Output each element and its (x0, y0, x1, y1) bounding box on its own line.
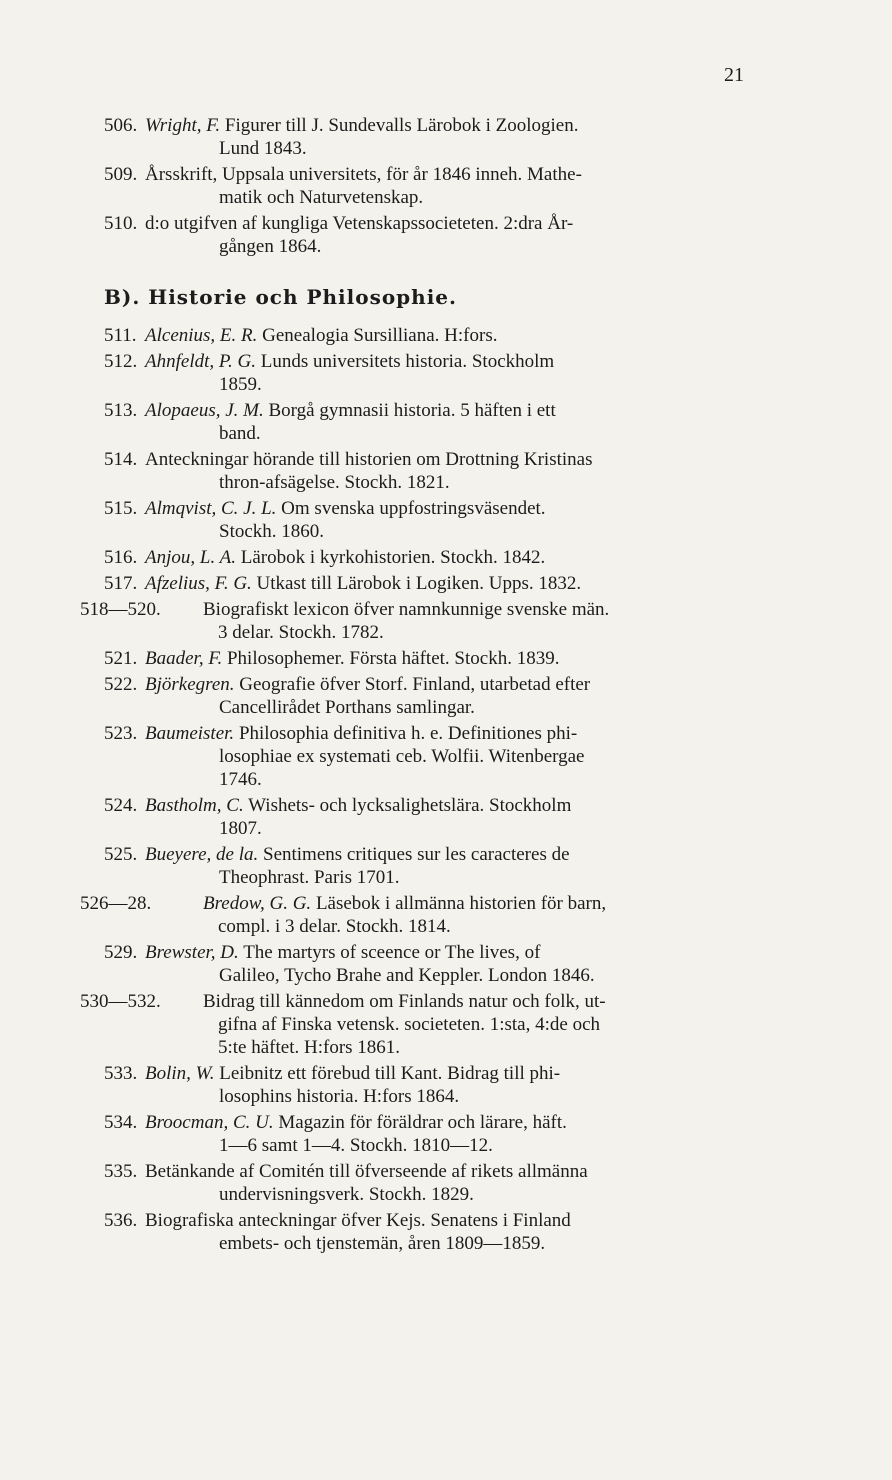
entry-continuation: gifna af Finska vetensk. societeten. 1:sta, 4:de och (218, 1014, 601, 1035)
entry-first-line (145, 448, 765, 471)
entry-continuation: 1859. (219, 374, 262, 395)
catalogue-entry (0, 1062, 892, 1108)
entry-body (145, 114, 765, 160)
entry-first-line (145, 350, 765, 373)
catalogue-list (0, 114, 892, 1258)
entry-number: 536. (104, 1210, 138, 1231)
page-number: 21 (724, 64, 744, 86)
entry-first-line (145, 324, 765, 347)
entry-author: Ahnfeldt, P. G. (145, 351, 257, 372)
entry-body (145, 1111, 765, 1157)
entry-first-line (145, 114, 765, 137)
entry-number: 534. (104, 1112, 138, 1133)
entry-author: Brewster, D. (145, 942, 239, 963)
entry-continuation: losophins historia. H:fors 1864. (219, 1086, 460, 1107)
catalogue-entry (0, 941, 892, 987)
entry-author: Almqvist, C. J. L. (145, 498, 277, 519)
entry-continuation: 1746. (219, 769, 262, 790)
catalogue-entry (0, 794, 892, 840)
entry-continuation: Theophrast. Paris 1701. (219, 867, 400, 888)
catalogue-entry (0, 350, 892, 396)
entry-first-line (203, 892, 765, 915)
catalogue-entry (0, 212, 892, 258)
entry-title: Bidrag till kännedom om Finlands natur och folk, ut- (203, 991, 606, 1012)
catalogue-entry (0, 990, 892, 1059)
catalogue-entry (0, 1160, 892, 1206)
entry-continuation: compl. i 3 delar. Stockh. 1814. (218, 916, 451, 937)
section-heading: B). Historie och Philosophie. (104, 285, 457, 309)
catalogue-entry (0, 722, 892, 791)
entry-title: Magazin för föräldrar och lärare, häft. (278, 1112, 567, 1133)
entry-number: 510. (104, 213, 138, 234)
entry-continuation: thron-afsägelse. Stockh. 1821. (219, 472, 450, 493)
catalogue-entry (0, 324, 892, 347)
catalogue-entry (0, 1111, 892, 1157)
entry-title: Utkast till Lärobok i Logiken. Upps. 1832. (256, 573, 582, 594)
entry-continuation: 3 delar. Stockh. 1782. (218, 622, 384, 643)
entry-number: 533. (104, 1063, 138, 1084)
entry-author: Afzelius, F. G. (145, 573, 252, 594)
entry-body (145, 497, 765, 543)
entry-number: 529. (104, 942, 138, 963)
entry-first-line (145, 1209, 765, 1232)
entry-first-line (145, 572, 765, 595)
entry-body (145, 448, 765, 494)
entry-number: 515. (104, 498, 138, 519)
catalogue-entry (0, 1209, 892, 1255)
entry-first-line (145, 497, 765, 520)
entry-number: 525. (104, 844, 138, 865)
entry-continuation: embets- och tjenstemän, åren 1809—1859. (219, 1233, 546, 1254)
entry-author: Wright, F. (145, 115, 221, 136)
entry-number: 524. (104, 795, 138, 816)
catalogue-section-b (0, 324, 892, 1255)
entry-number: 521. (104, 648, 138, 669)
entry-first-line (145, 1111, 765, 1134)
entry-body (145, 163, 765, 209)
entry-first-line (145, 673, 765, 696)
entry-first-line (145, 794, 765, 817)
entry-title: Borgå gymnasii historia. 5 häften i ett (268, 400, 556, 421)
entry-body (145, 546, 765, 569)
entry-body (145, 794, 765, 840)
entry-continuation: 1—6 samt 1—4. Stockh. 1810—12. (219, 1135, 493, 1156)
entry-number: 516. (104, 547, 138, 568)
entry-continuation: Stockh. 1860. (219, 521, 325, 542)
entry-number: 513. (104, 400, 138, 421)
entry-title: Biografiska anteckningar öfver Kejs. Senatens i Finland (145, 1210, 571, 1231)
catalogue-entry (0, 572, 892, 595)
entry-body (145, 1062, 765, 1108)
entry-number: 518—520. (80, 599, 161, 620)
entry-body (145, 722, 765, 791)
entry-title: Biografiskt lexicon öfver namnkunnige svenske män. (203, 599, 610, 620)
entry-title: Läsebok i allmänna historien för barn, (315, 893, 607, 914)
entry-continuation: undervisningsverk. Stockh. 1829. (219, 1184, 474, 1205)
entry-continuation: Galileo, Tycho Brahe and Keppler. London 1846. (219, 965, 595, 986)
entry-body (145, 673, 765, 719)
entry-author: Baumeister. (145, 723, 235, 744)
entry-title: Philosophia definitiva h. e. Definitiones phi- (238, 723, 578, 744)
catalogue-entry (0, 647, 892, 670)
entry-title: Lärobok i kyrkohistorien. Stockh. 1842. (240, 547, 546, 568)
entry-body (145, 350, 765, 396)
entry-continuation: losophiae ex systemati ceb. Wolfii. Witenbergae (219, 746, 585, 767)
entry-first-line (145, 647, 765, 670)
entry-title: Geografie öfver Storf. Finland, utarbetad efter (239, 674, 591, 695)
entry-title: Sentimens critiques sur les caracteres de (263, 844, 570, 865)
entry-title: The martyrs of sceence or The lives, of (243, 942, 541, 963)
entry-author: Bastholm, C. (145, 795, 244, 816)
entry-number: 526—28. (80, 893, 152, 914)
entry-body (145, 941, 765, 987)
entry-body (145, 1209, 765, 1255)
entry-first-line (145, 843, 765, 866)
entry-first-line (145, 546, 765, 569)
entry-body (145, 212, 765, 258)
entry-number: 523. (104, 723, 138, 744)
entry-author: Bolin, W. (145, 1063, 215, 1084)
entry-first-line (145, 212, 765, 235)
entry-first-line (145, 722, 765, 745)
entry-continuation: gången 1864. (219, 236, 322, 257)
entry-body (145, 1160, 765, 1206)
entry-author: Alcenius, E. R. (145, 325, 258, 346)
entry-title: Lunds universitets historia. Stockholm (260, 351, 555, 372)
catalogue-entry (0, 163, 892, 209)
entry-continuation: Cancellirådet Porthans samlingar. (219, 697, 475, 718)
entry-author: Anjou, L. A. (145, 547, 236, 568)
entry-number: 522. (104, 674, 138, 695)
entry-author: Bredow, G. G. (203, 893, 312, 914)
entry-title: Leibnitz ett förebud till Kant. Bidrag till phi- (219, 1063, 561, 1084)
entry-title: Philosophemer. Första häftet. Stockh. 1839. (226, 648, 560, 669)
entry-number: 512. (104, 351, 138, 372)
entry-author: Björkegren. (145, 674, 235, 695)
entry-first-line (203, 990, 765, 1013)
entry-title: Wishets- och lycksalighetslära. Stockholm (248, 795, 572, 816)
catalogue-entry (0, 598, 892, 644)
entry-first-line (145, 163, 765, 186)
entry-continuation: 5:te häftet. H:fors 1861. (218, 1037, 401, 1058)
entry-title: Årsskrift, Uppsala universitets, för år 1846 inneh. Mathe- (145, 164, 582, 185)
entry-number: 514. (104, 449, 138, 470)
entry-title: Om svenska uppfostringsväsendet. (281, 498, 546, 519)
entry-number: 530—532. (80, 991, 161, 1012)
entry-number: 517. (104, 573, 138, 594)
catalogue-entry (0, 892, 892, 938)
entry-first-line (203, 598, 765, 621)
entry-author: Broocman, C. U. (145, 1112, 274, 1133)
catalogue-entry (0, 546, 892, 569)
catalogue-entry (0, 673, 892, 719)
entry-body (203, 598, 765, 644)
catalogue-entry (0, 497, 892, 543)
entry-title: Anteckningar hörande till historien om Drottning Kristinas (145, 449, 593, 470)
entry-title: Genealogia Sursilliana. H:fors. (262, 325, 498, 346)
catalogue-entry (0, 843, 892, 889)
entry-author: Alopaeus, J. M. (145, 400, 264, 421)
entry-first-line (145, 399, 765, 422)
entry-continuation: 1807. (219, 818, 262, 839)
entry-title: Figurer till J. Sundevalls Lärobok i Zoologien. (224, 115, 579, 136)
entry-title: d:o utgifven af kungliga Vetenskapssocieteten. 2:dra År- (145, 213, 574, 234)
entry-number: 509. (104, 164, 138, 185)
entry-body (203, 892, 765, 938)
entry-number: 511. (104, 325, 137, 346)
entry-title: Betänkande af Comitén till öfverseende af rikets allmänna (145, 1161, 588, 1182)
entry-number: 535. (104, 1161, 138, 1182)
entry-body (203, 990, 765, 1059)
entry-number: 506. (104, 115, 138, 136)
entry-continuation: Lund 1843. (219, 138, 307, 159)
catalogue-entry (0, 448, 892, 494)
entry-author: Baader, F. (145, 648, 223, 669)
entry-author: Bueyere, de la. (145, 844, 259, 865)
catalogue-entry (0, 114, 892, 160)
entry-body (145, 572, 765, 595)
entry-body (145, 843, 765, 889)
entry-first-line (145, 1062, 765, 1085)
catalogue-entry (0, 399, 892, 445)
entry-body (145, 647, 765, 670)
entry-body (145, 399, 765, 445)
entry-first-line (145, 1160, 765, 1183)
catalogue-section-a (0, 114, 892, 258)
entry-continuation: matik och Naturvetenskap. (219, 187, 424, 208)
entry-continuation: band. (219, 423, 261, 444)
entry-first-line (145, 941, 765, 964)
entry-body (145, 324, 765, 347)
